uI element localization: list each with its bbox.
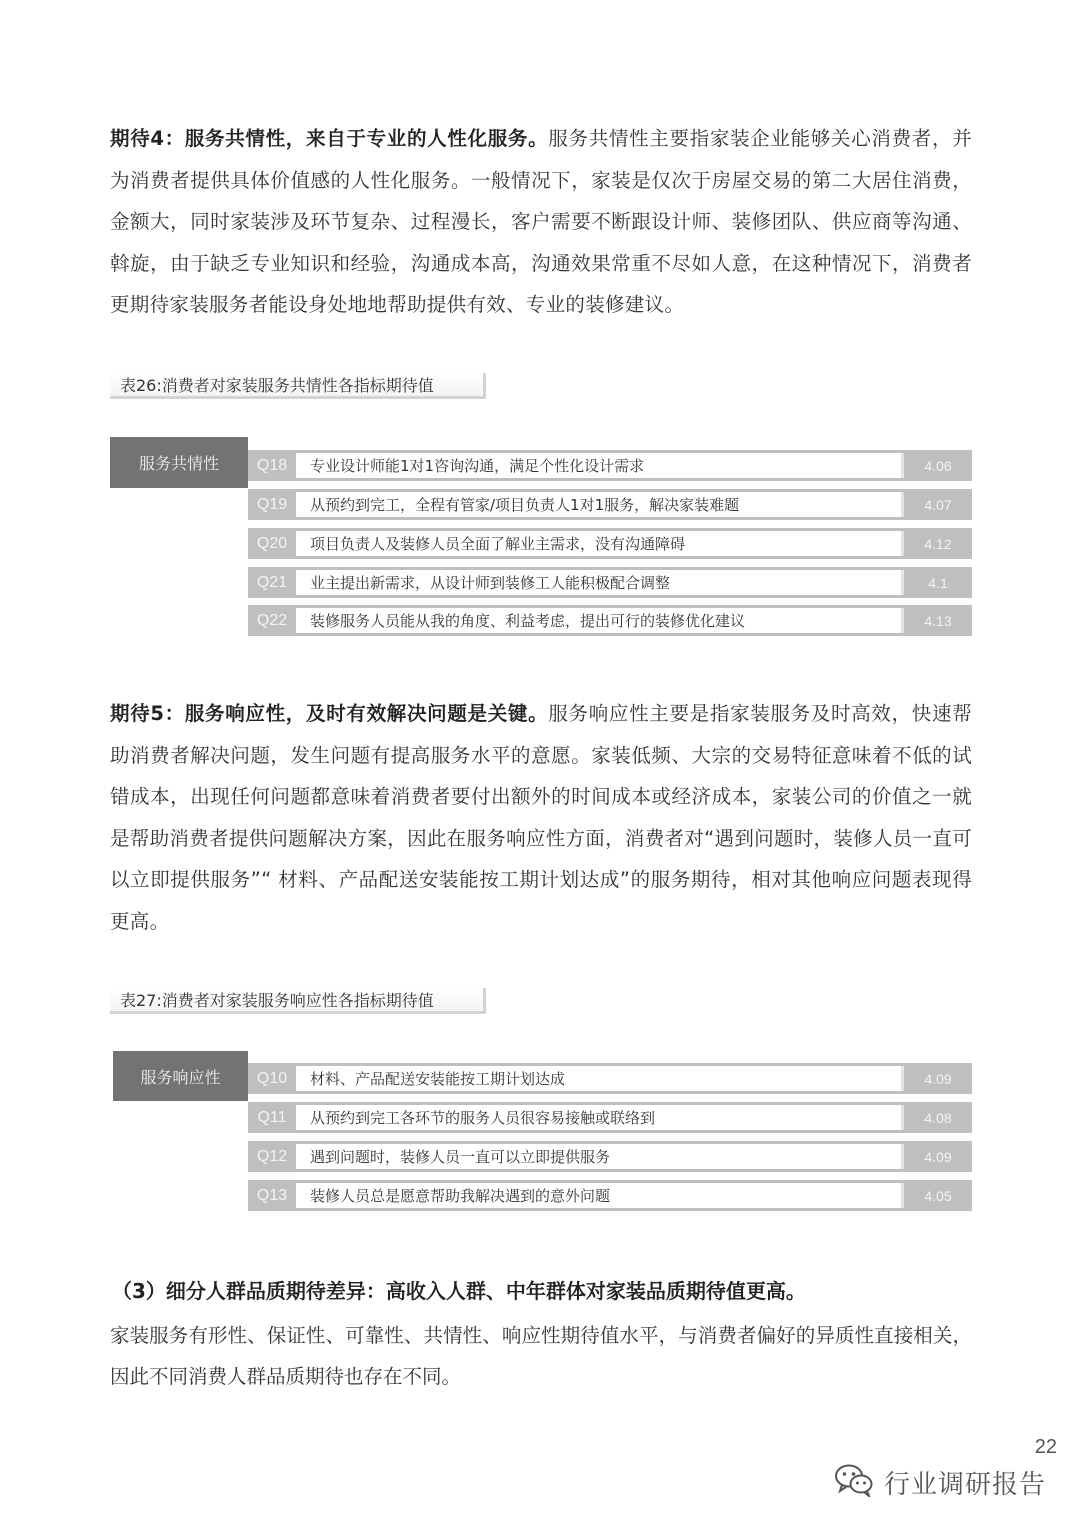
question-value: 4.09 (924, 1148, 952, 1165)
question-text: 从预约到完工各环节的服务人员很容易接触或联络到 (296, 1105, 904, 1130)
section-heading: （3）细分人群品质期待差异：高收入人群、中年群体对家装品质期待值更高。 (112, 1279, 806, 1303)
question-text: 装修人员总是愿意帮助我解决遇到的意外问题 (296, 1183, 904, 1208)
paragraph-lead: 期待4：服务共情性，来自于专业的人性化服务。 (110, 127, 549, 150)
section-body: 家装服务有形性、保证性、可靠性、共情性、响应性期待值水平，与消费者偏好的异质性直接相关，因此不同消费人群品质期待也存在不同。 (110, 1324, 972, 1388)
wechat-icon (834, 1463, 874, 1501)
paragraph-body: 服务响应性主要是指家装服务及时高效，快速帮助消费者解决问题，发生问题有提高服务水平的意愿。家装低频、大宗的交易特征意味着不低的试错成本，出现任何问题都意味着消费者要付出额外的时间成本或经济成本，家装公司的价值之一就是帮助消费者提供问题解决方案，因此在服务响应性方面，消费者对“遇到问题时，装修人员一直可以立即提供服务”“ 材料、产品配送安装能按工期计划达成”的服务期待，相对其他响应问题表现得更高。 (110, 702, 972, 933)
question-value: 4.1 (928, 574, 948, 591)
table-row (248, 605, 972, 636)
question-value: 4.13 (924, 612, 952, 629)
watermark (834, 1462, 1046, 1502)
question-value: 4.12 (924, 535, 952, 552)
question-value: 4.05 (924, 1187, 952, 1204)
paragraph-expectation-4 (110, 118, 972, 326)
table-26-caption: 表26:消费者对家装服务共情性各指标期待值 (110, 373, 486, 399)
question-text: 材料、产品配送安装能按工期计划达成 (296, 1066, 904, 1091)
question-value: 4.06 (924, 457, 952, 474)
question-text: 遇到问题时，装修人员一直可以立即提供服务 (296, 1144, 904, 1169)
table-row (248, 567, 972, 598)
question-code: Q18 (256, 456, 288, 474)
table-row (248, 528, 972, 559)
table-row (248, 489, 972, 520)
question-text: 从预约到完工，全程有管家/项目负责人1对1服务，解决家装难题 (296, 492, 904, 517)
paragraph-body: 服务共情性主要指家装企业能够关心消费者，并为消费者提供具体价值感的人性化服务。一般情况下，家装是仅次于房屋交易的第二大居住消费，金额大，同时家装涉及环节复杂、过程漫长，客户需要不断跟设计师、装修团队、供应商等沟通、斡旋，由于缺乏专业知识和经验，沟通成本高，沟通效果常重不尽如人意，在这种情况下，消费者更期待家装服务者能设身处地地帮助提供有效、专业的装修建议。 (110, 127, 972, 316)
question-value: 4.08 (924, 1109, 952, 1126)
question-text: 项目负责人及装修人员全面了解业主需求，没有沟通障碍 (296, 531, 904, 556)
paragraph-expectation-5 (110, 693, 972, 942)
table-category-label: 服务共情性 (110, 437, 248, 488)
question-code: Q13 (256, 1186, 288, 1204)
watermark-text: 行业调研报告 (883, 1469, 1046, 1500)
question-code: Q19 (256, 495, 288, 513)
table-row (248, 1063, 972, 1094)
question-code: Q22 (256, 611, 288, 629)
table-row (248, 450, 972, 481)
question-value: 4.07 (924, 496, 952, 513)
page-number: 22 (1034, 1436, 1057, 1458)
question-code: Q21 (256, 573, 288, 591)
question-code: Q10 (256, 1069, 288, 1087)
question-value: 4.09 (924, 1070, 952, 1087)
paragraph-lead: 期待5：服务响应性，及时有效解决问题是关键。 (110, 702, 549, 725)
question-code: Q11 (257, 1108, 287, 1126)
question-code: Q12 (256, 1147, 288, 1165)
table-row (248, 1102, 972, 1133)
table-row (248, 1141, 972, 1172)
question-text: 业主提出新需求，从设计师到装修工人能积极配合调整 (296, 570, 904, 595)
question-code: Q20 (256, 534, 288, 552)
table-27-caption: 表27:消费者对家装服务响应性各指标期待值 (110, 988, 486, 1014)
table-category-label: 服务响应性 (113, 1051, 248, 1101)
question-text: 装修服务人员能从我的角度、利益考虑，提出可行的装修优化建议 (296, 608, 904, 633)
question-text: 专业设计师能1对1咨询沟通，满足个性化设计需求 (296, 453, 904, 478)
table-row (248, 1180, 972, 1211)
